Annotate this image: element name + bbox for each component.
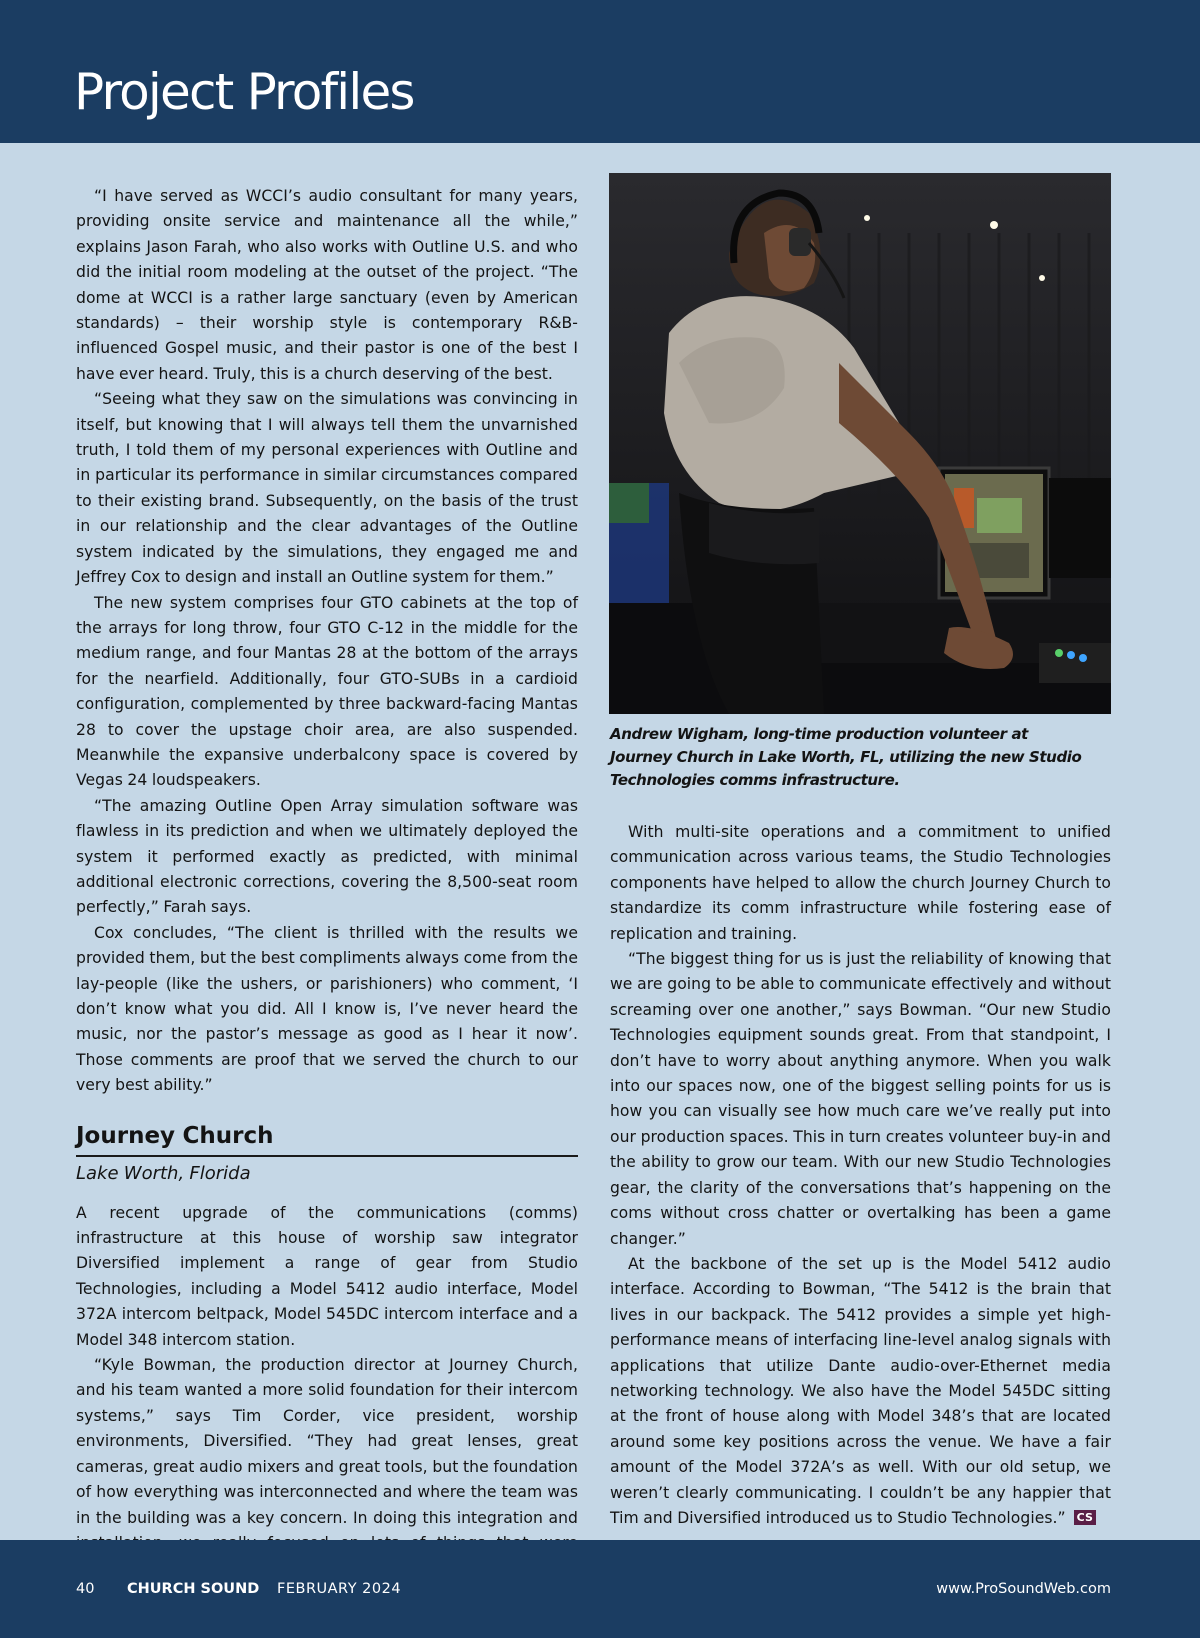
page-header <box>0 0 1200 143</box>
paragraph: With multi-site operations and a commitment to unified communication across various teams, the Studio Technologies components have helped to allow the church Journey Church to standardize its comm infrastructure while fostering ease of replication and training. <box>610 823 1111 943</box>
paragraph: “I have served as WCCI’s audio consultant for many years, providing onsite service and maintenance all the while,” explains Jason Farah, who also works with Outline U.S. and who did the initial room modeling at the outset of the project. “The dome at WCCI is a rather large sanctuary (even by American standards) – their worship style is contemporary R&B-influenced Gospel music, and their pastor is one of the best I have ever heard. Truly, this is a church deserving of the best. <box>76 187 578 383</box>
photo-illustration <box>609 173 1111 714</box>
paragraph: Cox concludes, “The client is thrilled with the results we provided them, but the best compliments always come from the lay-people (like the ushers, or parishioners) who comment, ‘I don’t know what you did. All I know is, I’ve never heard the music, nor the pastor’s message as good as I hear it now’. Those comments are proof that we served the church to our very best ability.” <box>76 923 578 1095</box>
end-of-article-mark: CS <box>1074 1510 1096 1525</box>
left-column <box>76 184 578 1582</box>
paragraph <box>610 1252 1111 1531</box>
section-subtitle: Lake Worth, Florida <box>76 1162 251 1184</box>
page-title: Project Profiles <box>74 63 414 121</box>
section-title: Journey Church <box>76 1119 578 1157</box>
page-footer <box>0 1540 1200 1638</box>
article-photo <box>609 173 1111 714</box>
paragraph: A recent upgrade of the communications (comms) infrastructure at this house of worship saw integrator Diversified implement a range of gear from Studio Technologies, including a Model 5412 audio interface, Model 372A intercom beltpack, Model 545DC intercom interface and a Model 348 intercom station. <box>76 1203 578 1349</box>
paragraph: “Kyle Bowman, the production director at Journey Church, and his team wanted a more solid foundation for their intercom systems,” says Tim Corder, vice president, worship environments, Diversified. “They had great lenses, great cameras, great audio mixers and great tools, but the foundation of how everything was interconnected and where the team was in the building was a key concern. In doing this integration and <box>76 1356 578 1527</box>
website-link[interactable]: www.ProSoundWeb.com <box>936 1581 1111 1597</box>
paragraph: “The amazing Outline Open Array simulation software was flawless in its prediction and when we ultimately deployed the system it performed exactly as predicted, with minimal additional electronic corrections, covering the 8,500-seat room perfectly,” Farah says. <box>76 796 578 917</box>
magazine-name: CHURCH SOUND <box>127 1581 260 1597</box>
photo-caption: Andrew Wigham, long-time production volunteer at Journey Church in Lake Worth, FL, utilizing the new Studio Technologies comms infrastructure. <box>610 725 1082 789</box>
issue-date: FEBRUARY 2024 <box>277 1581 402 1597</box>
right-column <box>610 820 1111 1531</box>
page-number: 40 <box>76 1581 95 1597</box>
paragraph: The new system comprises four GTO cabinets at the top of the arrays for long throw, four GTO C-12 in the middle for the medium range, and four Mantas 28 at the bottom of the arrays for the nearfield. Additionally, four GTO-SUBs in a cardioid configuration, complemented by three backward-facing Mantas 28 to cover the upstage choir area, are also suspended. Meanwhile the expansive underbalcony space is covered by Vegas 24 loudspeakers. <box>76 593 578 790</box>
paragraph: “The biggest thing for us is just the reliability of knowing that we are going to be able to communicate effectively and without screaming over one another,” says Bowman. “Our new Studio Technologies equipment sounds great. From that standpoint, I don’t have to worry about anything anymore. When you walk into our spaces now, one of the biggest selling points for us is how you can visually see how much care we’ve really put into our production spaces. This in turn creates volunteer buy-in and the ability to grow our team. With our new Studio Technologies gear, the clarity of the conversations that’s happening on the coms without cross chatter or overtalking has been a game changer.” <box>610 950 1111 1248</box>
paragraph-text: At the backbone of the set up is the Model 5412 audio interface. According to Bowman, “The 5412 is the brain that lives in our backpack. The 5412 provides a simple yet high-performance means of interfacing line-level analog signals with applications that utilize Dante audio-over-Ethernet media networking technology. We also have the Model 545DC sitting at the front of house along with Model 348’s that are located around some key positions across the venue. We have a fair amount of the Model 372A’s as well. With our old setup, we weren’t clearly communicating. I couldn’t be any happier that Tim and Diversified introduced us to Studio Technologies.” <box>610 1254 1111 1527</box>
paragraph: “Seeing what they saw on the simulations was convincing in itself, but knowing that I will always tell them the unvarnished truth, I told them of my personal experiences with Outline and in particular its performance in similar circumstances compared to their existing brand. Subsequently, on the basis of the trust in our relationship and the clear advantages of the Outline system indicated by the simulations, they engaged me and Jeffrey Cox to design and install an Outline system for them.” <box>76 390 578 587</box>
